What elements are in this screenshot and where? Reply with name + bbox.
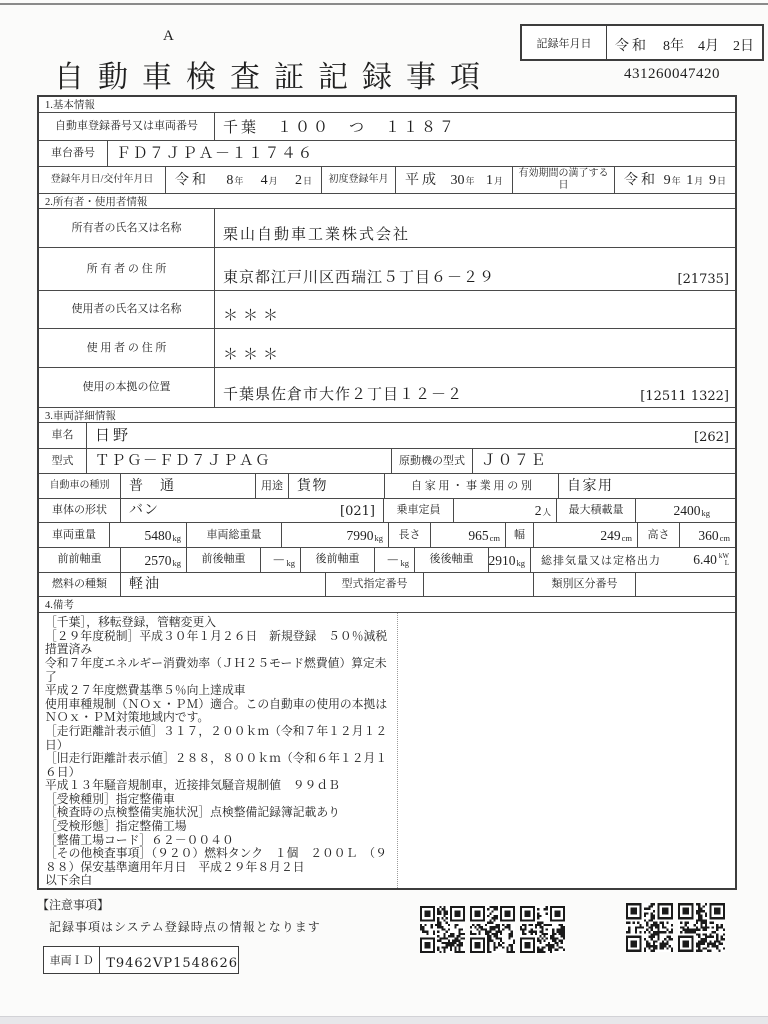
axle-fr-number: － [272,552,286,568]
axle-rr-number: 2910 [488,552,516,568]
engine-model-label: 原動機の型式 [391,449,472,474]
remark-line: ［その他検査事項］（９２０）燃料タンク １個 ２００Ｌ （９８８）保安基準適用年月日 平成２９年８月２日 [45,846,387,874]
qr-code [420,906,465,953]
power-cell [530,548,735,572]
remarks-body [39,612,735,888]
fuel-value: 軽油 [120,573,325,597]
capacity-number: 2 [534,503,542,519]
body-shape-label: 車体の形状 [52,504,107,517]
reg-date-year: 8年 [226,173,244,189]
remark-line: 令和７年度エネルギー消費効率（ＪＨ２５モード燃費値）算定未了 [45,655,387,684]
inspection-record-table [37,95,737,890]
axle-rr-value: 2910 kg [488,548,530,572]
axle-rf-value: － kg [374,548,414,572]
owner-address-value [214,248,735,290]
vehicle-name-code: [262] [694,429,729,445]
remark-line: ［検査時の点検整備実施状況］点検整備記録簿記載あり [45,805,340,820]
record-date-year: 8年 [663,39,684,54]
reg-date-label: 登録年月日/交付年月日 [50,174,154,186]
owner-name-value: 栗山自動車工業株式会社 [214,209,735,247]
model-label: 型式 [51,454,74,467]
private-business-value: 自家用 [558,474,735,498]
power-value [693,552,729,568]
remark-line: ［走行距離計表示値］３１７，２００ｋｍ（令和７年１２月１２日） [45,723,388,752]
axle-ff-number: 2570 [144,552,172,568]
expiry-day: 9日 [708,173,726,189]
axle-rf-label: 後前軸重 [300,548,374,572]
length-number: 965 [468,527,489,543]
body-shape-code: [021] [340,504,375,520]
engine-model-value: Ｊ０７Ｅ [472,449,735,474]
reg-date-value [165,167,321,193]
axle-rr-label: 後後軸重 [414,548,488,572]
row-dates [39,166,735,193]
remark-line: ［整備工場コード］６２－００４０ [45,832,234,847]
section-heading-remarks: 4.備考 [39,596,735,612]
width-label: 幅 [505,523,533,547]
length-label: 長さ [388,523,430,547]
first-reg-label: 初度登録年月 [321,167,395,193]
reg-number-value: 千葉 １００ つ １１８７ [214,113,735,140]
first-reg-month: 1月 [485,173,503,189]
height-number: 360 [698,527,719,543]
document-number: 431260047420 [624,66,720,82]
private-business-label: 自 家 用 ・ 事 業 用 の 別 [384,474,558,498]
remark-line: ［２９年度税制］平成３０年１月２６日 新規登録 ５０％減税措置済み [45,628,388,657]
page-title: 自動車検査証記録事項 [54,61,494,94]
expiry-value [614,167,735,193]
owner-address-text: 東京都江戸川区西瑞江５丁目６－２９ [223,269,496,286]
expiry-label: 有効期間の満了する日 [512,167,614,193]
section-heading-owner: 2.所有者・使用者情報 [39,193,735,208]
row-base-location [39,367,735,407]
gross-weight-label: 車両総重量 [186,523,281,547]
body-shape-text: バン [129,503,159,519]
category-value: 普 通 [120,474,255,498]
record-date-label: 記録年月日 [522,26,607,59]
weight-number: 5480 [144,527,172,543]
row-body-shape [39,498,735,523]
category-label: 自動車の種別 [49,480,110,492]
row-category [39,473,735,498]
axle-rf-number: － [386,552,400,568]
row-axle-weights [39,547,735,572]
reg-date-era: 令和 [175,173,209,189]
row-model [39,448,735,474]
row-user-address [39,328,735,367]
scan-artifact-top-line [0,3,768,5]
first-reg-year: 30年 [450,173,475,189]
reg-number-label: 自動車登録番号又は車両番号 [55,120,198,133]
remark-line: 平成１３年騒音規制車，近接排気騒音規制値 ９９ｄＢ [45,778,340,793]
page-mark: A [163,28,174,44]
row-user-name [39,290,735,328]
row-fuel [39,572,735,597]
row-owner-name [39,208,735,247]
height-value: 360 cm [679,523,735,547]
expiry-era: 令和 [624,173,658,189]
fuel-label: 燃料の種類 [52,578,107,591]
length-value: 965 cm [430,523,505,547]
record-date-day: 2日 [733,39,754,54]
qr-code [470,906,515,953]
use-value: 貨物 [288,474,384,498]
type-designation-label: 型式指定番号 [325,573,423,597]
base-location-label: 使用の本拠の位置 [82,381,171,394]
record-date-month: 4月 [698,39,719,54]
reg-date-day: 2日 [294,173,312,189]
gross-weight-value: 7990 kg [281,523,388,547]
qr-code [520,906,565,953]
record-date-value [607,26,762,59]
first-reg-era: 平成 [405,173,439,189]
category-class-label: 類別区分番号 [533,573,635,597]
remark-line: ［千葉］，移転登録，管轄変更入 [45,615,217,630]
weight-label: 車両重量 [52,528,96,541]
body-shape-value [120,499,383,523]
power-unit: kW L [718,551,729,567]
row-owner-address [39,247,735,290]
reg-date-month: 4月 [260,173,278,189]
power-label: 総排気量又は定格出力 [541,554,661,567]
gross-weight-number: 7990 [346,527,374,543]
vehicle-name-label: 車名 [51,429,74,442]
row-chassis-number [39,140,735,166]
height-label: 高さ [637,523,679,547]
category-class-value [635,573,735,597]
vehicle-name-text: 日野 [95,427,132,444]
max-load-number: 2400 [673,503,701,519]
qr-code [626,903,673,952]
row-registration-number [39,112,735,140]
type-designation-value [423,573,533,597]
qr-code [678,903,725,952]
row-vehicle-name [39,422,735,448]
user-address-label: 使 用 者 の 住 所 [86,341,167,354]
use-label: 用途 [255,474,288,498]
axle-fr-value: － kg [260,548,300,572]
vehicle-id-box [43,946,239,974]
user-name-label: 使用者の氏名又は名称 [71,303,182,316]
axle-ff-value: 2570 kg [120,548,186,572]
owner-name-label: 所有者の氏名又は名称 [71,221,182,234]
notice-heading: 【注意事項】 [37,898,110,912]
user-address-value: ＊＊＊ [214,329,735,367]
base-location-code: [12511 1322] [640,389,729,405]
max-load-value: 2400 kg [635,499,735,523]
capacity-label: 乗車定員 [383,499,453,523]
power-number: 6.40 [693,551,717,567]
chassis-number-label: 車台番号 [51,147,95,160]
vehicle-id-label: 車両ＩＤ [44,947,100,973]
chassis-number-value: ＦＤ７ＪＰＡ－１１７４６ [107,141,735,166]
section-heading-basic: 1.基本情報 [45,100,95,111]
width-number: 249 [600,527,621,543]
remarks-text [45,616,397,888]
expiry-year: 9年 [663,173,681,189]
remark-line: 使用車種規制（ＮＯｘ・ＰＭ）適合。この自動車の使用の本拠はＮＯｘ・ＰＭ対策地域内です。 [45,696,388,725]
base-location-text: 千葉県佐倉市大作２丁目１２－２ [223,387,464,404]
remark-line: ［旧走行距離計表示値］２８８，８００ｋｍ（令和６年１２月１６日） [45,751,388,779]
owner-address-label: 所 有 者 の 住 所 [86,262,167,275]
base-location-value [214,368,735,407]
model-value: ＴＰＧ－ＦＤ７ＪＰＡＧ [86,449,391,474]
expiry-month: 1月 [686,173,704,189]
remark-line: 平成２７年度燃費基準５％向上達成車 [45,683,246,698]
weight-value: 5480 kg [109,523,186,547]
user-name-value: ＊＊＊ [214,291,735,328]
remark-line: 以下余白 [45,873,93,888]
axle-ff-label: 前前軸重 [57,553,102,566]
width-value: 249 cm [533,523,637,547]
capacity-value: 2 人 [453,499,556,523]
record-date-box [520,24,764,61]
record-date-era: 令和 [615,39,649,54]
vehicle-name-value [86,423,735,448]
scan-artifact-bottom-strip [0,1016,768,1024]
notice-text: 記録事項はシステム登録時点の情報となります [49,920,321,934]
remark-line: ［受検種別］指定整備車 [45,791,175,806]
row-weights-dimensions [39,522,735,547]
owner-address-code: [21735] [677,271,729,287]
remark-line: ［受検形態］指定整備工場 [45,819,187,834]
vehicle-id-value: T9462VP1548626 [106,956,238,971]
remarks-dotted-divider [397,613,398,888]
first-reg-value [395,167,512,193]
axle-fr-label: 前後軸重 [186,548,260,572]
section-heading-vehicle: 3.車両詳細情報 [39,407,735,422]
max-load-label: 最大積載量 [556,499,635,523]
